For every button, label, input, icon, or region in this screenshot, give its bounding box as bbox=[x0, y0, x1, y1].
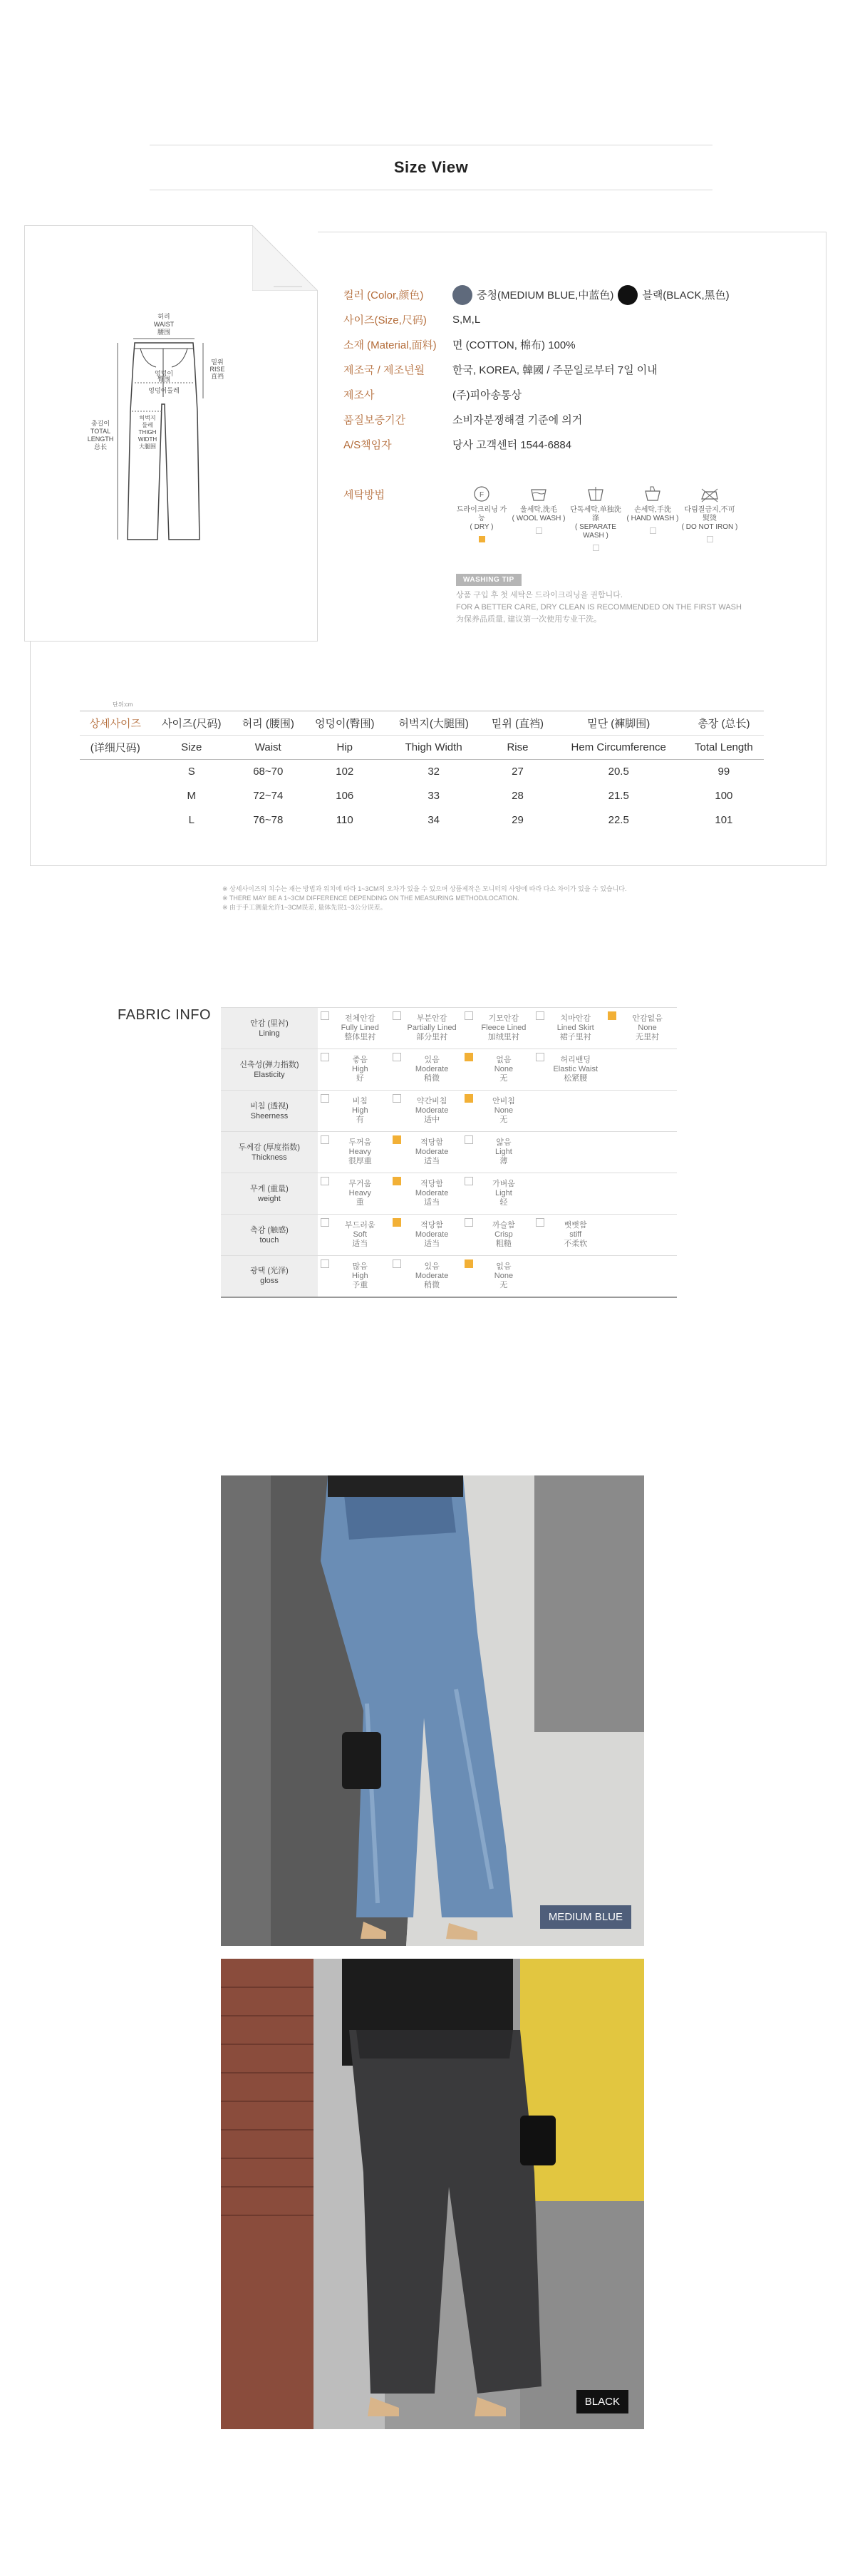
fabric-checkbox bbox=[465, 1218, 473, 1227]
fabric-checkbox bbox=[393, 1053, 401, 1061]
fabric-checkbox bbox=[321, 1177, 329, 1185]
fabric-row-head: 광택 (光泽) gloss bbox=[221, 1256, 318, 1297]
product-photo-black bbox=[221, 1959, 644, 2429]
svg-text:엉덩이: 엉덩이 bbox=[154, 370, 174, 377]
fabric-option: 부드러움 Soft 适当 bbox=[318, 1215, 390, 1256]
table-row: S 68~70 102 32 27 20.5 99 bbox=[187, 766, 730, 778]
wash-check bbox=[707, 536, 713, 542]
hand-wash-icon bbox=[643, 485, 662, 503]
pants-diagram bbox=[75, 304, 274, 561]
svg-text:总长: 总长 bbox=[93, 443, 108, 450]
fabric-checkbox bbox=[393, 1177, 401, 1185]
info-row-warranty: 품질보증기간 소비자분쟁해결 기준에 의거 bbox=[343, 414, 583, 426]
fabric-row-head: 안감 (里衬) Lining bbox=[221, 1008, 318, 1049]
svg-text:LENGTH: LENGTH bbox=[87, 436, 114, 443]
fabric-option: 뻣뻣함 stiff 不柔软 bbox=[533, 1215, 605, 1256]
fabric-option-empty bbox=[605, 1173, 677, 1215]
size-table bbox=[80, 711, 764, 833]
fabric-option-empty bbox=[605, 1215, 677, 1256]
photo-label-black: BLACK bbox=[576, 2390, 628, 2413]
product-info bbox=[343, 282, 730, 457]
fabric-row-head: 촉감 (触感) touch bbox=[221, 1215, 318, 1256]
fabric-option-empty bbox=[605, 1049, 677, 1091]
fabric-checkbox bbox=[465, 1094, 473, 1103]
washing-icons bbox=[453, 485, 738, 551]
fabric-checkbox bbox=[393, 1218, 401, 1227]
wash-check bbox=[593, 545, 599, 551]
fabric-row-head: 신축성(弹力指数) Elasticity bbox=[221, 1049, 318, 1091]
fabric-option: 두꺼움 Heavy 很厚重 bbox=[318, 1132, 390, 1173]
separate-wash-icon bbox=[586, 485, 605, 503]
no-iron-icon bbox=[699, 485, 720, 503]
fabric-option: 가벼움 Light 轻 bbox=[462, 1173, 534, 1215]
fabric-checkbox bbox=[608, 1011, 616, 1020]
fabric-checkbox bbox=[536, 1011, 544, 1020]
fabric-option: 좋음 High 好 bbox=[318, 1049, 390, 1091]
svg-text:엉덩이둘레: 엉덩이둘레 bbox=[148, 387, 180, 394]
fabric-row bbox=[221, 1215, 677, 1256]
wash-item-hand: 손세탁,手洗 ( HAND WASH ) bbox=[624, 485, 681, 551]
fabric-checkbox bbox=[465, 1135, 473, 1144]
size-diagram-card bbox=[24, 225, 318, 642]
wool-wash-icon bbox=[529, 485, 548, 503]
info-row-material: 소재 (Material,面料) 면 (COTTON, 棉布) 100% bbox=[343, 339, 576, 351]
fabric-option-empty bbox=[605, 1256, 677, 1297]
washing-tip-text: 상품 구입 후 첫 세탁은 드라이크리닝을 권합니다. FOR A BETTER CARE, DRY CLEAN IS RECOMMENDED ON THE FIRST WASH 为保养品质量, 建议第一次使用专业干洗。 bbox=[456, 591, 742, 624]
fabric-option-empty bbox=[533, 1091, 605, 1132]
fabric-option: 있음 Moderate 稍微 bbox=[390, 1256, 462, 1297]
page-fold-icon bbox=[252, 225, 318, 291]
fabric-checkbox bbox=[465, 1177, 473, 1185]
svg-text:直裆: 直裆 bbox=[210, 373, 224, 380]
size-unit: 단위:cm bbox=[113, 701, 133, 708]
svg-text:허벅지: 허벅지 bbox=[139, 415, 156, 421]
fabric-row bbox=[221, 1256, 677, 1297]
fabric-option: 있음 Moderate 稍微 bbox=[390, 1049, 462, 1091]
info-row-origin: 제조국 / 제조년월 한국, KOREA, 韓國 / 주문일로부터 7일 이내 bbox=[343, 364, 658, 376]
washing-tip-badge: WASHING TIP bbox=[456, 574, 522, 586]
svg-text:RISE: RISE bbox=[209, 366, 225, 373]
fabric-checkbox bbox=[393, 1094, 401, 1103]
fabric-option: 치마안감 Lined Skirt 裙子里衬 bbox=[533, 1008, 605, 1049]
fabric-option: 무거움 Heavy 重 bbox=[318, 1173, 390, 1215]
washing-label: 세탁방법 bbox=[343, 489, 385, 501]
wash-check bbox=[479, 536, 485, 542]
fabric-info-title: FABRIC INFO bbox=[118, 1007, 212, 1023]
fabric-row bbox=[221, 1049, 677, 1091]
fabric-option: 많음 High 予重 bbox=[318, 1256, 390, 1297]
size-table-header-en: (详细尺码) Size Waist Hip Thigh Width Rise Hem Circumference Total Length bbox=[80, 736, 764, 760]
fabric-checkbox bbox=[465, 1011, 473, 1020]
wash-item-separate: 단독세탁,单独洗涤 ( SEPARATE WASH ) bbox=[567, 485, 624, 551]
info-row-color: 컬러 (Color,颜色) 중청(MEDIUM BLUE,中蓝色) 블랙(BLACK,黑色) bbox=[343, 282, 730, 307]
fabric-option: 적당함 Moderate 适当 bbox=[390, 1215, 462, 1256]
fabric-checkbox bbox=[536, 1218, 544, 1227]
fabric-checkbox bbox=[321, 1259, 329, 1268]
svg-text:밑위: 밑위 bbox=[211, 359, 224, 366]
fabric-option-empty bbox=[533, 1256, 605, 1297]
fabric-info-table bbox=[221, 1007, 677, 1298]
svg-text:臀围: 臀围 bbox=[157, 376, 171, 383]
fabric-checkbox bbox=[393, 1135, 401, 1144]
svg-text:F: F bbox=[479, 491, 484, 499]
fabric-checkbox bbox=[465, 1053, 473, 1061]
fabric-checkbox bbox=[321, 1135, 329, 1144]
fabric-row bbox=[221, 1132, 677, 1173]
fabric-checkbox bbox=[393, 1011, 401, 1020]
fabric-row bbox=[221, 1091, 677, 1132]
wash-check bbox=[536, 527, 542, 534]
fabric-option: 없음 None 无 bbox=[462, 1256, 534, 1297]
fabric-option: 얇음 Light 薄 bbox=[462, 1132, 534, 1173]
size-footnote: ※ 상세사이즈의 치수는 재는 방법과 위치에 따라 1~3CM의 오차가 있을 수 있으며 상품제작은 모니터의 사양에 따라 다소 차이가 있을 수 있습니다. ※ THERE MAY BE A 1~3CM DIFFERENCE DEPENDING ON THE MEASURING METHOD/LOCATION. ※ 由于手工测量允许1~3CM误差, 量体先误1~3公分误差。 bbox=[222, 885, 627, 911]
svg-text:총길이: 총길이 bbox=[90, 420, 110, 427]
fabric-option: 비침 High 有 bbox=[318, 1091, 390, 1132]
fabric-option: 안비침 None 无 bbox=[462, 1091, 534, 1132]
svg-text:WIDTH: WIDTH bbox=[138, 436, 157, 443]
size-view-title: Size View bbox=[393, 158, 469, 176]
fabric-checkbox bbox=[321, 1218, 329, 1227]
fabric-option: 전체안감 Fully Lined 整体里衬 bbox=[318, 1008, 390, 1049]
size-table-header-kr: 상세사이즈 사이즈(尺码) 허리 (腰围) 엉덩이(臀围) 허벅지(大腿围) 밑위 (直裆) 밑단 (褲脚围) 총장 (总长) bbox=[80, 711, 764, 736]
info-row-as: A/S책임자 당사 고객센터 1544-6884 bbox=[343, 439, 572, 451]
color-swatch-black bbox=[618, 285, 638, 305]
info-row-maker: 제조사 (주)피아송통상 bbox=[343, 389, 522, 401]
svg-text:TOTAL: TOTAL bbox=[90, 428, 111, 435]
fabric-checkbox bbox=[321, 1011, 329, 1020]
svg-text:大腿围: 大腿围 bbox=[139, 443, 156, 450]
fabric-option: 기모안감 Fleece Lined 加绒里衬 bbox=[462, 1008, 534, 1049]
size-view-header bbox=[150, 145, 712, 190]
wash-item-no-iron: 다림질금지,不可熨烫 ( DO NOT IRON ) bbox=[681, 485, 738, 551]
fabric-row bbox=[221, 1173, 677, 1215]
fabric-option: 까슬함 Crisp 粗糙 bbox=[462, 1215, 534, 1256]
fabric-option: 허리밴딩 Elastic Waist 松紧腰 bbox=[533, 1049, 605, 1091]
table-row: M 72~74 106 33 28 21.5 100 bbox=[187, 790, 733, 802]
fabric-option-empty bbox=[533, 1132, 605, 1173]
fabric-option: 적당함 Moderate 适当 bbox=[390, 1173, 462, 1215]
fabric-checkbox bbox=[321, 1053, 329, 1061]
table-row: L 76~78 110 34 29 22.5 101 bbox=[188, 814, 733, 826]
fabric-checkbox bbox=[536, 1053, 544, 1061]
fabric-option-empty bbox=[533, 1173, 605, 1215]
svg-text:腰围: 腰围 bbox=[157, 329, 171, 336]
fabric-checkbox bbox=[393, 1259, 401, 1268]
info-row-size: 사이즈(Size,尺码) S,M,L bbox=[343, 314, 481, 326]
wash-item-dry: F 드라이크리닝 가능 ( DRY ) bbox=[453, 485, 510, 551]
fabric-option: 적당함 Moderate 适当 bbox=[390, 1132, 462, 1173]
fabric-option-empty bbox=[605, 1132, 677, 1173]
fabric-option: 약간비침 Moderate 适中 bbox=[390, 1091, 462, 1132]
wash-item-wool: 울세탁,洗毛 ( WOOL WASH ) bbox=[510, 485, 567, 551]
svg-text:WAIST: WAIST bbox=[153, 321, 175, 328]
fabric-row-head: 비침 (透视) Sheerness bbox=[221, 1091, 318, 1132]
wash-check bbox=[650, 527, 656, 534]
fabric-option: 없음 None 无 bbox=[462, 1049, 534, 1091]
fabric-checkbox bbox=[321, 1094, 329, 1103]
svg-text:둘레: 둘레 bbox=[142, 422, 153, 428]
svg-text:THIGH: THIGH bbox=[138, 429, 157, 436]
fabric-option: 안감없음 None 无里衬 bbox=[605, 1008, 677, 1049]
svg-text:허리: 허리 bbox=[157, 313, 170, 320]
photo-label-medium-blue: MEDIUM BLUE bbox=[540, 1905, 631, 1929]
fabric-option-empty bbox=[605, 1091, 677, 1132]
fabric-checkbox bbox=[465, 1259, 473, 1268]
fabric-row bbox=[221, 1008, 677, 1049]
fabric-row-head: 두께감 (厚度指数) Thickness bbox=[221, 1132, 318, 1173]
fabric-row-head: 무게 (重量) weight bbox=[221, 1173, 318, 1215]
color-swatch-medium-blue bbox=[452, 285, 472, 305]
product-photo-medium-blue bbox=[221, 1475, 644, 1946]
fabric-option: 부분안감 Partially Lined 部分里衬 bbox=[390, 1008, 462, 1049]
dry-clean-icon bbox=[472, 485, 491, 503]
